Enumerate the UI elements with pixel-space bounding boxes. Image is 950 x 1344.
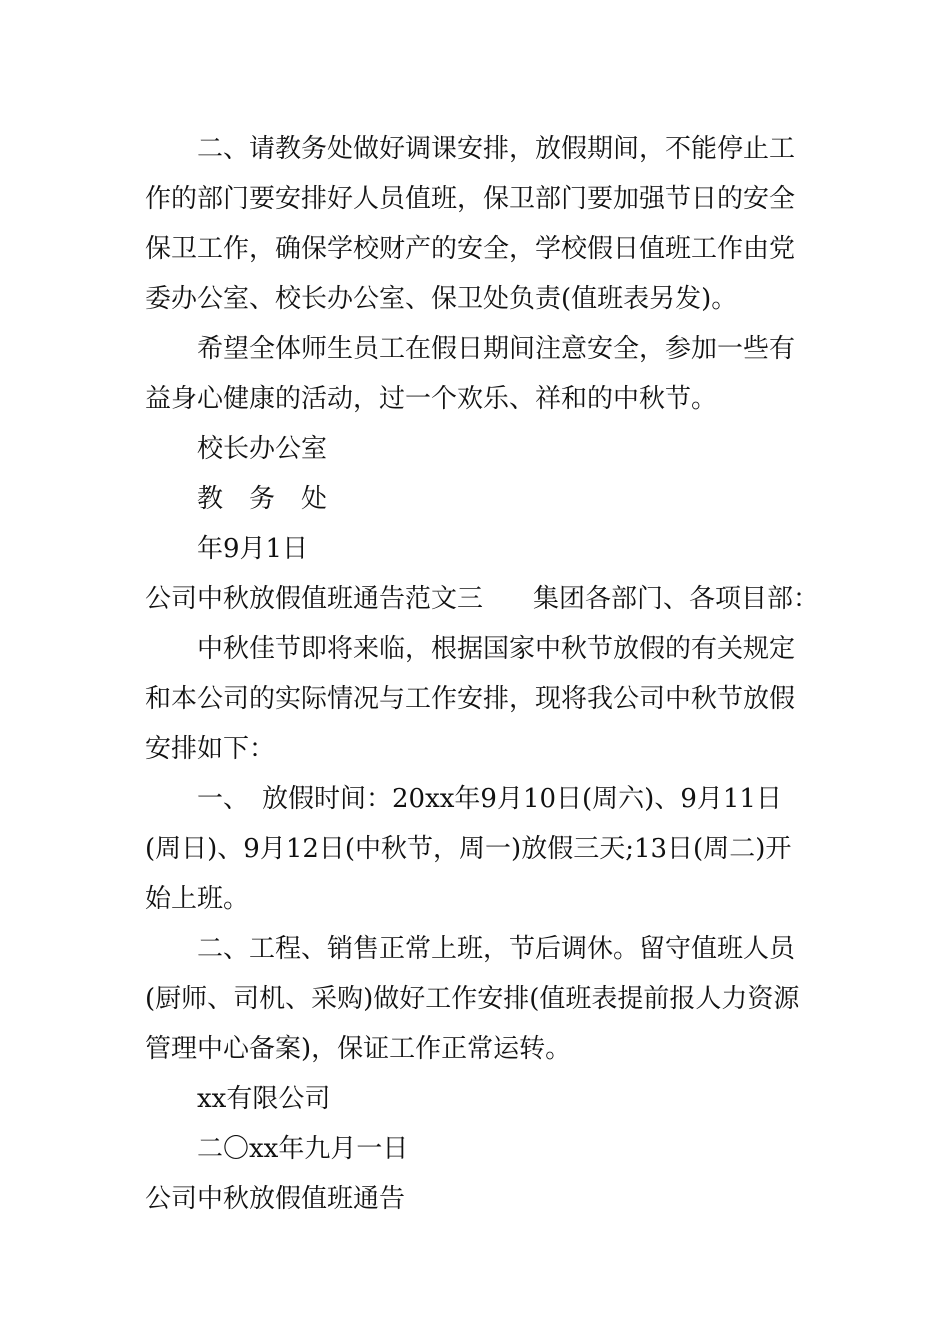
paragraph-line: 中秋佳节即将来临，根据国家中秋节放假的有关规定 [197, 634, 796, 664]
date-line: 二〇xx年九月一日 [197, 1134, 409, 1164]
paragraph-line: 希望全体师生员工在假日期间注意安全，参加一些有 [197, 334, 796, 364]
salutation: 集团各部门、各项目部： [533, 584, 820, 614]
paragraph-line: 和本公司的实际情况与工作安排，现将我公司中秋节放假 [145, 684, 796, 714]
paragraph-line: 作的部门要安排好人员值班，保卫部门要加强节日的安全 [145, 184, 796, 214]
paragraph-line: 管理中心备案)，保证工作正常运转。 [145, 1034, 572, 1064]
date-line: 年9月1日 [197, 534, 309, 564]
signature-office: 校长办公室 [197, 434, 328, 464]
paragraph-line: 益身心健康的活动，过一个欢乐、祥和的中秋节。 [145, 384, 718, 414]
company-name: xx有限公司 [197, 1084, 331, 1114]
paragraph-line: 安排如下： [145, 734, 276, 764]
paragraph-line: 保卫工作，确保学校财产的安全，学校假日值班工作由党 [145, 234, 796, 264]
paragraph-line: 二、请教务处做好调课安排，放假期间，不能停止工 [197, 134, 796, 164]
section-heading: 公司中秋放假值班通告 [145, 1184, 406, 1214]
paragraph-line: (周日)、9月12日(中秋节，周一)放假三天;13日(周二)开 [145, 834, 792, 864]
section-heading: 公司中秋放假值班通告范文三 [145, 584, 484, 614]
section-heading-line [145, 582, 819, 616]
paragraph-line: 始上班。 [145, 884, 250, 914]
signature-dept: 教务处 [197, 484, 354, 514]
paragraph-line: 委办公室、校长办公室、保卫处负责(值班表另发)。 [145, 284, 738, 314]
paragraph-line: (厨师、司机、采购)做好工作安排(值班表提前报人力资源 [145, 984, 800, 1014]
paragraph-line: 二、工程、销售正常上班，节后调休。留守值班人员 [197, 934, 796, 964]
paragraph-line: 一、 放假时间：20xx年9月10日(周六)、9月11日 [197, 784, 782, 814]
